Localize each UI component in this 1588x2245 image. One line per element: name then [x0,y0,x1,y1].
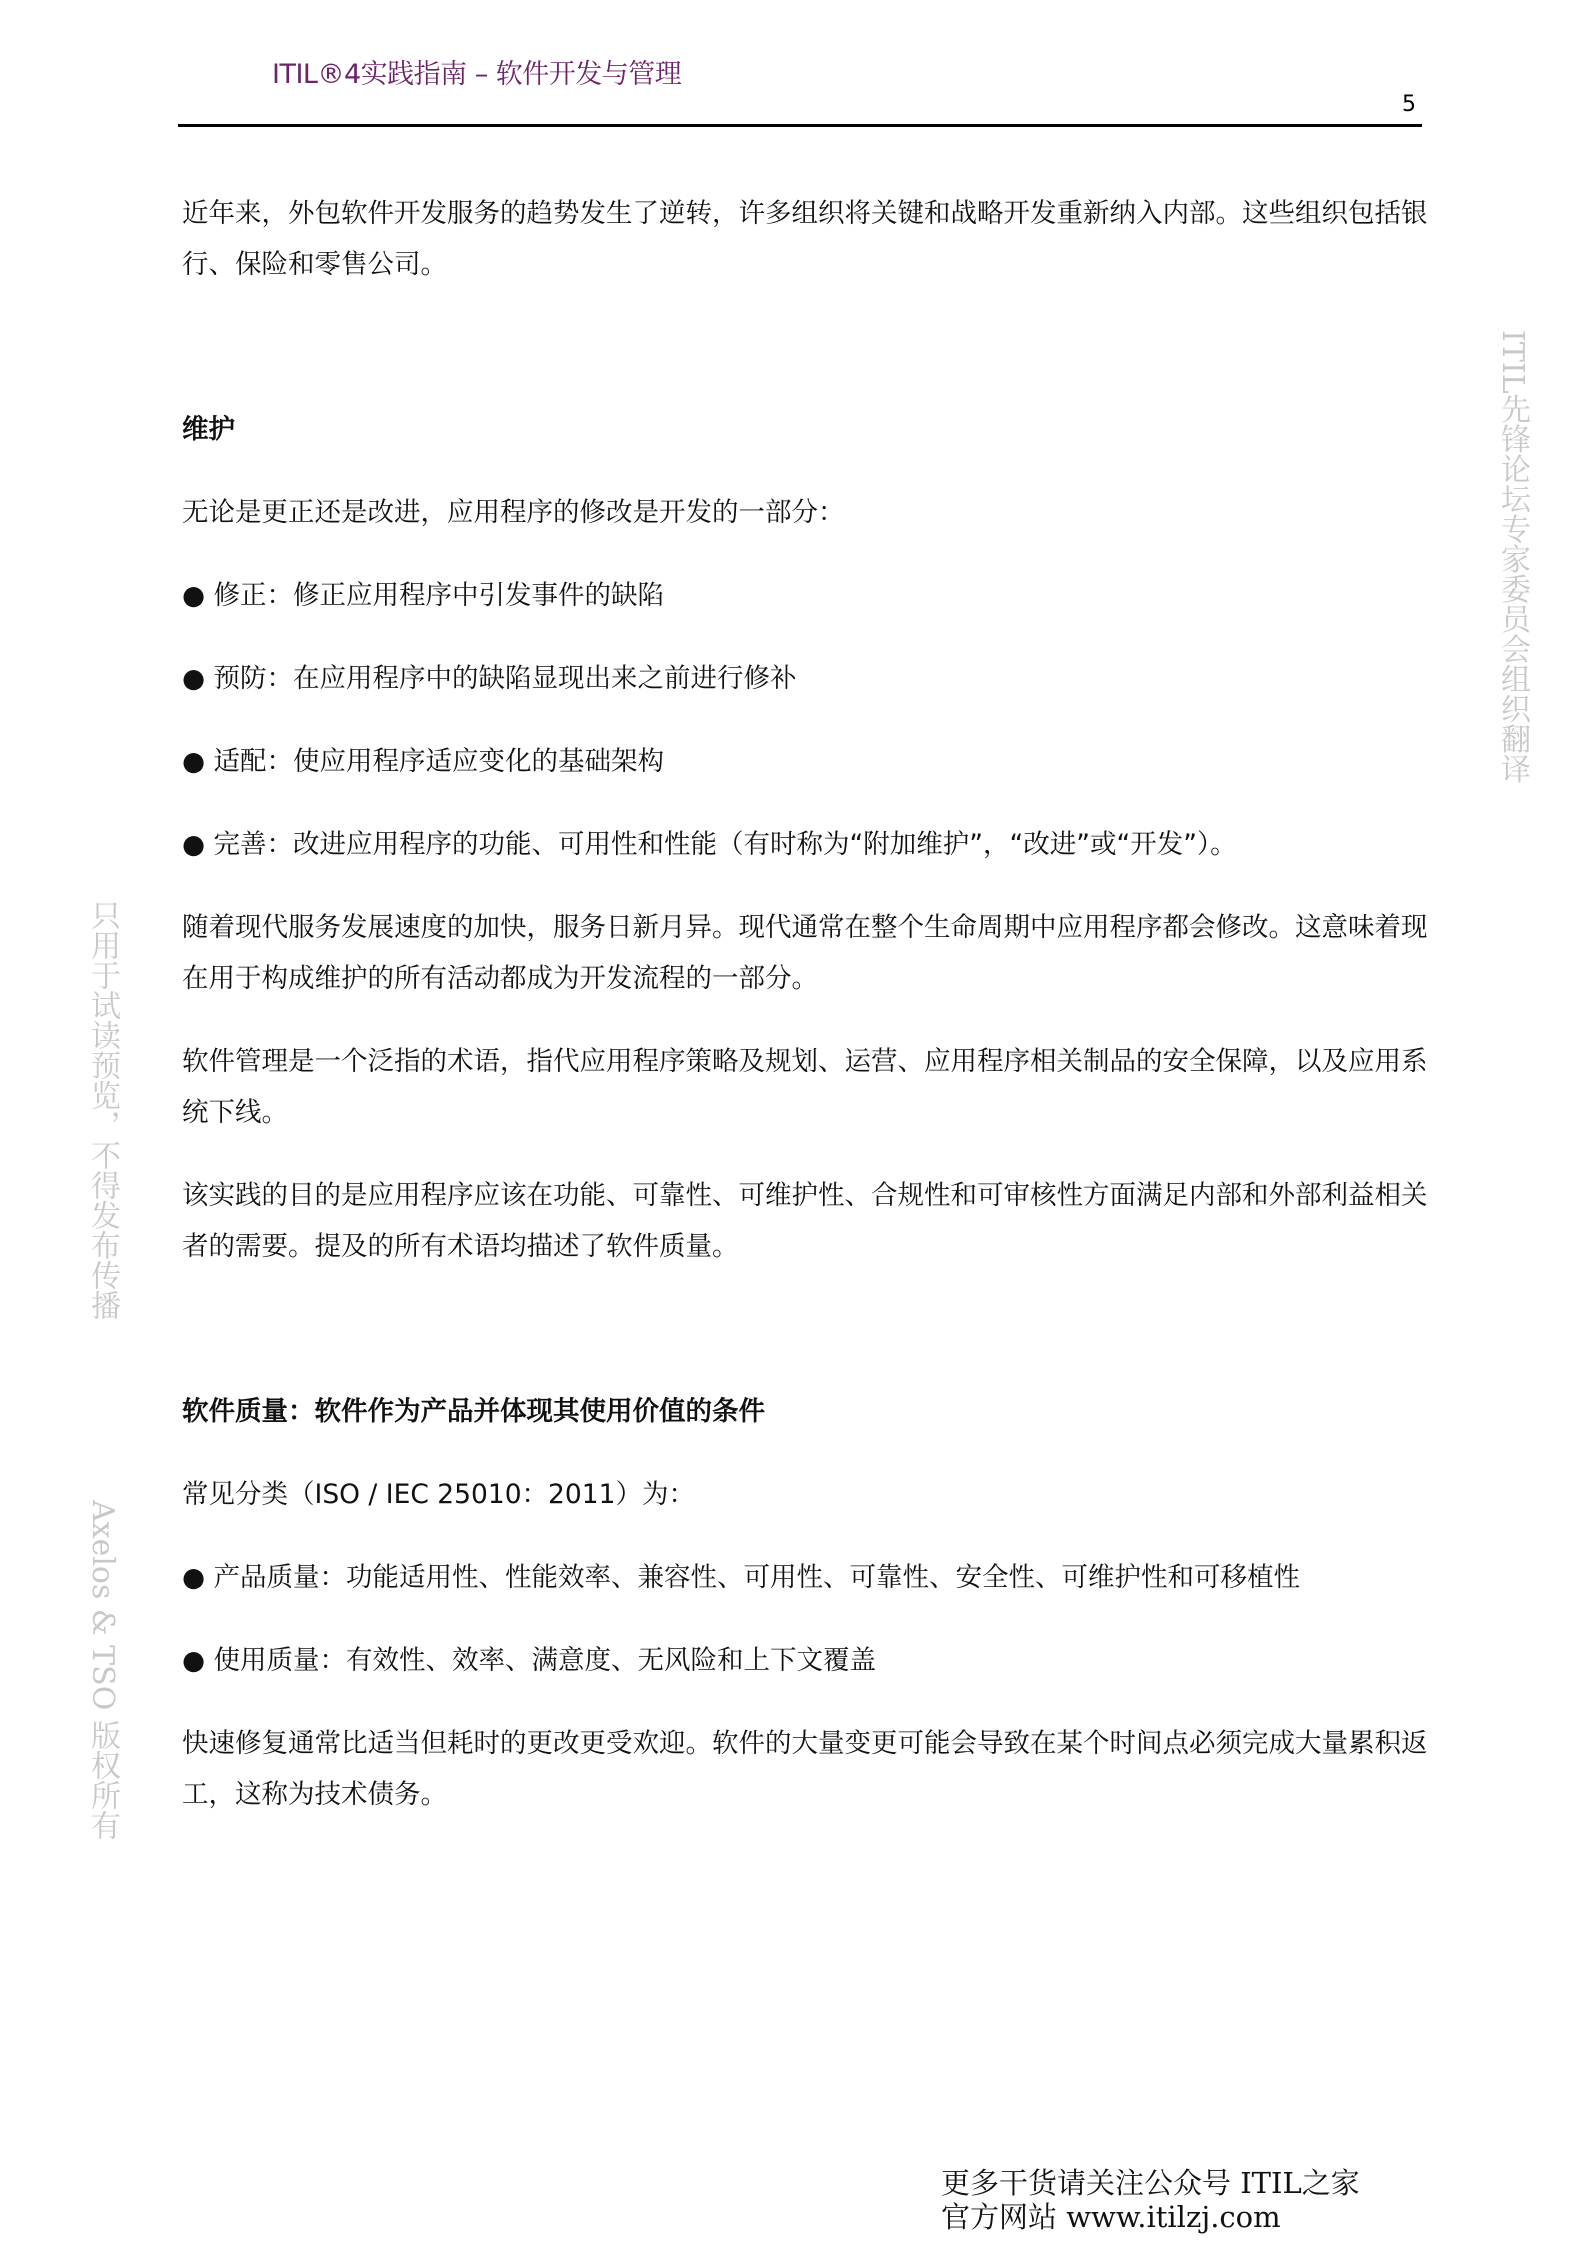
paragraph: 快速修复通常比适当但耗时的更改更受欢迎。软件的大量变更可能会导致在某个时间点必须完成大量累积返工，这称为技术债务。 [182,1728,1428,1810]
list-item: ● 产品质量：功能适用性、性能效率、兼容性、可用性、可靠性、安全性、可维护性和可移植性 [182,1562,1301,1593]
page-body [182,188,1444,1820]
section-heading-software-quality: 软件质量：软件作为产品并体现其使用价值的条件 [182,1396,765,1427]
footer-line-wechat: 更多干货请关注公众号 ITIL之家 [941,2166,1360,2200]
paragraph: 近年来，外包软件开发服务的趋势发生了逆转，许多组织将关键和战略开发重新纳入内部。这些组织包括银行、保险和零售公司。 [182,198,1428,280]
footer-line-website: 官方网站 www.itilzj.com [941,2200,1281,2234]
list-item: ● 预防：在应用程序中的缺陷显现出来之前进行修补 [182,663,797,694]
watermark: 只用于试读预览，不得发布传播 [85,900,120,1320]
paragraph: 随着现代服务发展速度的加快，服务日新月异。现代通常在整个生命周期中应用程序都会修改。这意味着现在用于构成维护的所有活动都成为开发流程的一部分。 [182,912,1428,994]
footer-promo [941,2166,1360,2234]
running-header: ITIL®4实践指南 – 软件开发与管理 [272,59,682,90]
section-heading-maintenance: 维护 [182,414,235,445]
list-item: ● 适配：使应用程序适应变化的基础架构 [182,746,665,777]
list-item: ● 使用质量：有效性、效率、满意度、无风险和上下文覆盖 [182,1645,877,1676]
page-number: 5 [1402,92,1416,117]
list-item: ● 修正：修正应用程序中引发事件的缺陷 [182,580,665,611]
paragraph: 常见分类（ISO / IEC 25010：2011）为： [182,1479,695,1510]
paragraph: 该实践的目的是应用程序应该在功能、可靠性、可维护性、合规性和可审核性方面满足内部和外部利益相关者的需要。提及的所有术语均描述了软件质量。 [182,1180,1428,1262]
list-item: ● 完善：改进应用程序的功能、可用性和性能（有时称为“附加维护”，“改进”或“开发”）。 [182,829,1237,860]
paragraph: 软件管理是一个泛指的术语，指代应用程序策略及规划、运营、应用程序相关制品的安全保障，以及应用系统下线。 [182,1046,1428,1128]
watermark: ITIL先锋论坛专家委员会组织翻译 [1495,330,1530,784]
watermark: Axelos & TSO 版权所有 [85,1500,120,1840]
header-divider [178,124,1422,127]
paragraph: 无论是更正还是改进，应用程序的修改是开发的一部分： [182,497,845,528]
